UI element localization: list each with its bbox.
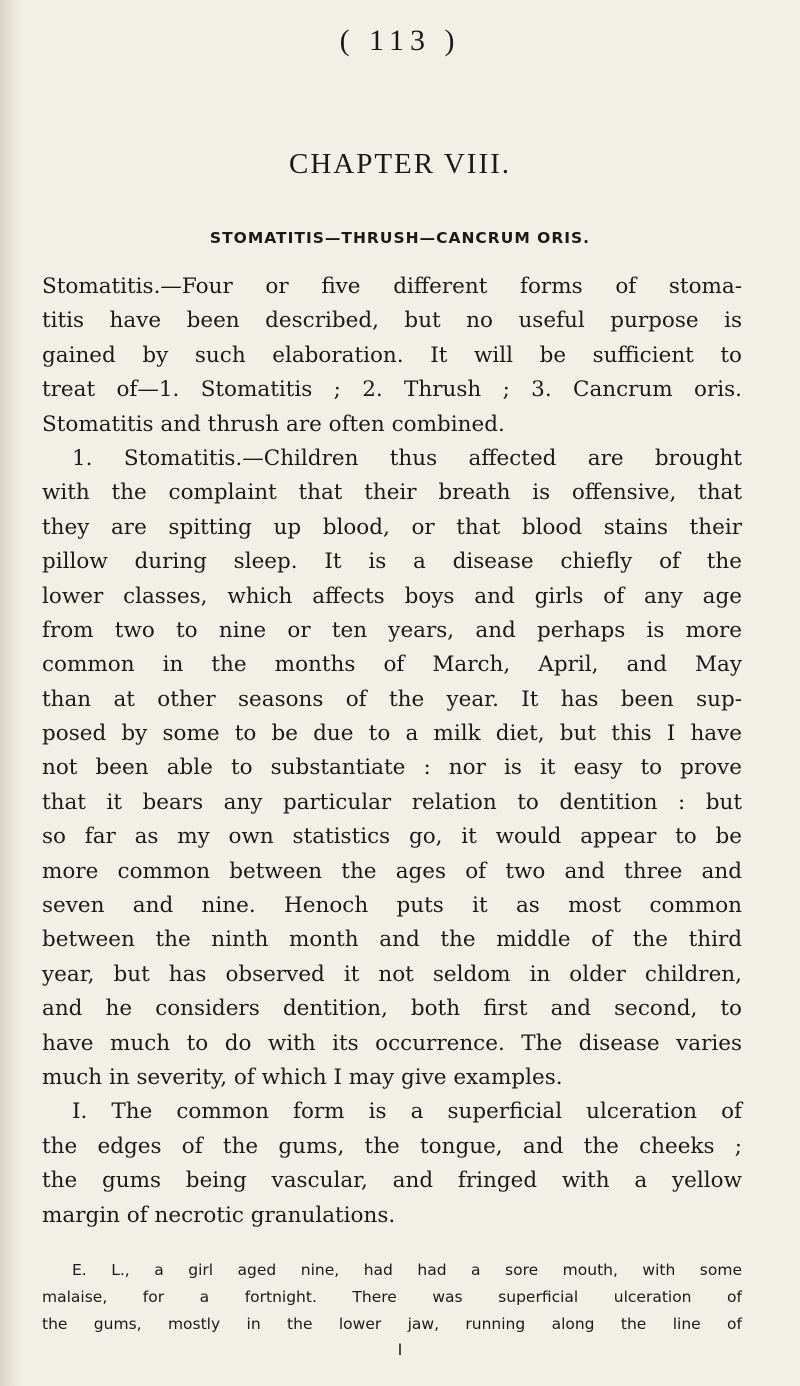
text-line: more common between the ages of two and three and bbox=[42, 858, 742, 884]
text-line: common in the months of March, April, and May bbox=[42, 652, 742, 678]
page-number: ( 113 ) bbox=[339, 24, 461, 57]
text-line: from two to nine or ten years, and perhaps is more bbox=[42, 617, 742, 643]
text-line: 1. Stomatitis.—Children thus affected are brought bbox=[72, 445, 742, 471]
text-line: have much to do with its occurrence. The disease varies bbox=[42, 1030, 742, 1056]
case-note-line: E. L., a girl aged nine, had had a sore mouth, with some bbox=[72, 1261, 742, 1279]
text-line: with the complaint that their breath is offensive, that bbox=[42, 480, 742, 506]
text-line: margin of necrotic granulations. bbox=[42, 1202, 396, 1228]
text-line: pillow during sleep. It is a disease chiefly of the bbox=[42, 549, 742, 575]
text-line: seven and nine. Henoch puts it as most common bbox=[42, 893, 742, 919]
text-line: not been able to substantiate : nor is it easy to prove bbox=[42, 755, 742, 781]
text-line: much in severity, of which I may give examples. bbox=[42, 1064, 563, 1090]
text-line: than at other seasons of the year. It has been sup- bbox=[42, 686, 742, 712]
text-line: treat of—1. Stomatitis ; 2. Thrush ; 3. Cancrum oris. bbox=[42, 377, 742, 403]
text-line: Stomatitis.—Four or five different forms of stoma- bbox=[42, 274, 742, 299]
case-note bbox=[42, 1257, 742, 1338]
text-line: between the ninth month and the middle of the third bbox=[42, 927, 742, 953]
case-note-line: the gums, mostly in the lower jaw, running along the line of bbox=[42, 1315, 742, 1333]
text-line: they are spitting up blood, or that blood stains their bbox=[42, 514, 742, 540]
text-line: posed by some to be due to a milk diet, but this I have bbox=[42, 721, 742, 747]
text-line: the edges of the gums, the tongue, and the cheeks ; bbox=[42, 1133, 742, 1159]
text-line: I. The common form is a superficial ulceration of bbox=[72, 1099, 742, 1125]
case-note-line: malaise, for a fortnight. There was superficial ulceration of bbox=[42, 1288, 742, 1306]
text-line: so far as my own statistics go, it would appear to be bbox=[42, 824, 742, 850]
page-gutter-shadow bbox=[0, 0, 22, 1386]
text-line: titis have been described, but no useful purpose is bbox=[42, 308, 742, 334]
text-line: gained by such elaboration. It will be sufficient to bbox=[42, 342, 742, 368]
text-line: that it bears any particular relation to dentition : but bbox=[42, 789, 742, 815]
text-line: year, but has observed it not seldom in older children, bbox=[42, 961, 742, 987]
text-line: Stomatitis and thrush are often combined. bbox=[42, 411, 505, 437]
signature-mark: I bbox=[397, 1340, 403, 1359]
text-line: and he considers dentition, both first and second, to bbox=[42, 996, 742, 1022]
body-text bbox=[42, 270, 742, 1233]
chapter-subtitle: STOMATITIS—THRUSH—CANCRUM ORIS. bbox=[209, 229, 591, 247]
text-line: the gums being vascular, and fringed with a yellow bbox=[42, 1168, 742, 1194]
chapter-title: CHAPTER VIII. bbox=[288, 148, 512, 180]
text-line: lower classes, which affects boys and girls of any age bbox=[42, 583, 742, 609]
